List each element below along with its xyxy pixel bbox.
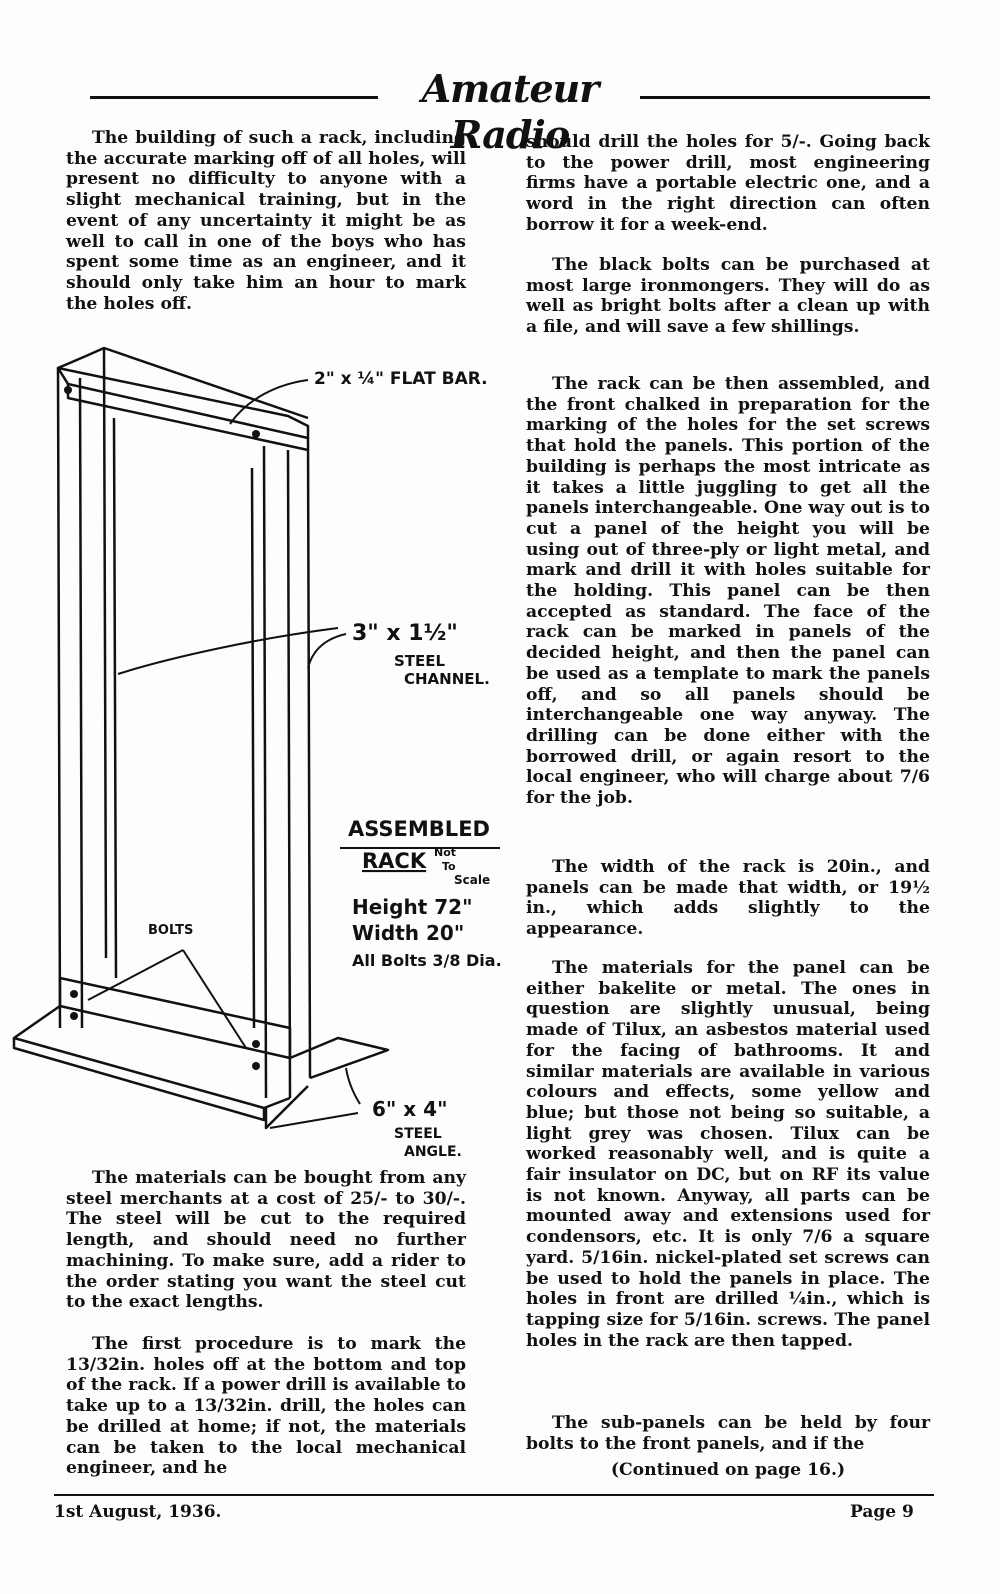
rack-frame [14, 348, 388, 1128]
label-to: To [442, 860, 456, 873]
label-scale: Scale [454, 873, 491, 887]
magazine-title: Amateur Radio [421, 66, 599, 157]
label-not: Not [434, 846, 457, 859]
right-paragraph-4: The width of the rack is 20in., and panels can be made that width, or 19½ in., which adds slightly to the appearance. [526, 857, 930, 940]
label-width: Width 20" [352, 921, 465, 945]
issue-date: 1st August, 1936. [54, 1502, 222, 1522]
label-channel-size: 3" x 1½" [352, 621, 458, 646]
right-paragraph-6: The sub-panels can be held by four bolts to the front panels, and if the [526, 1413, 930, 1454]
right-paragraph-1: should drill the holes for 5/-. Going back to the power drill, most engineering firms have a portable electric one, and a word in the right direction can often borrow it for a week-end. [526, 132, 930, 235]
masthead-rule-left [90, 96, 378, 99]
label-height: Height 72" [352, 895, 473, 919]
footer-rule [54, 1494, 934, 1496]
rack-drawing [8, 338, 518, 1168]
label-assembled: ASSEMBLED [348, 817, 490, 841]
rack-bolts [64, 386, 260, 1070]
label-channel-steel: STEEL [394, 652, 446, 670]
label-channel-name: CHANNEL. [404, 670, 490, 688]
right-paragraph-2: The black bolts can be purchased at most large ironmongers. They will do as well as bright bolts after a clean up with a file, and will save a few shillings. [526, 255, 930, 338]
label-rack: RACK [362, 849, 427, 873]
masthead-rule-right [640, 96, 930, 99]
label-flat-bar: 2" x ¼" FLAT BAR. [314, 369, 488, 389]
continued-note: (Continued on page 16.) [610, 1460, 846, 1480]
label-angle-name: ANGLE. [404, 1144, 462, 1160]
rack-illustration [8, 338, 518, 1168]
right-paragraph-5: The materials for the panel can be either bakelite or metal. The ones in question are slightly unusual, being made of Tilux, an asbestos material used for the facing of bathrooms. It and similar materials are available in various colours and effects, some yellow and blue; but those not being so suitable, a light grey was chosen. Tilux can be worked reasonably well, and is quite a fair insulator on DC, but on RF its value is not known. Anyway, all parts can be mounted away and extensions used for condensors, etc. It is only 7/6 a square yard. 5/16in. nickel-plated set screws can be used to hold the panels in place. The holes in front are drilled ¼in., which is tapping size for 5/16in. screws. The panel holes in the rack are then tapped. [526, 958, 930, 1351]
label-bolts-diameter: All Bolts 3/8 Dia. [352, 951, 502, 970]
left-paragraph-2: The materials can be bought from any steel merchants at a cost of 25/- to 30/-. The steel will be cut to the required length, and should need no further machining. To make sure, add a rider to the order stating you want the steel cut to the exact lengths. [66, 1168, 466, 1313]
leader-lines [88, 380, 500, 1128]
label-angle-size: 6" x 4" [372, 1097, 448, 1121]
right-paragraph-3: The rack can be then assembled, and the front chalked in preparation for the marking of the holes for the set screws that hold the panels. This portion of the building is perhaps the most intricate as it takes a little juggling to get all the panels interchangeable. One way out is to cut a panel of the height you will be using out of three-ply or light metal, and mark and drill it with holes suitable for the holding. This panel can be then accepted as standard. The face of the rack can be marked in panels of the decided height, and then the panel can be used as a template to mark the panels off, and so all panels should be interchangeable one way anyway. The drilling can be done either with the borrowed drill, or again resort to the local engineer, who will charge about 7/6 for the job. [526, 374, 930, 809]
masthead [90, 66, 930, 157]
left-paragraph-1: The building of such a rack, including the accurate marking off of all holes, will present no difficulty to anyone with a slight mechanical training, but in the event of any uncertainty it might be as well to call in one of the boys who has spent some time as an engineer, and it should only take him an hour to mark the holes off. [66, 128, 466, 314]
left-paragraph-3: The first procedure is to mark the 13/32in. holes off at the bottom and top of the rack. If a power drill is available to take up to a 13/32in. drill, the holes can be drilled at home; if not, the materials can be taken to the local mechanical engineer, and he [66, 1334, 466, 1479]
label-angle-steel: STEEL [394, 1126, 442, 1142]
label-bolts: BOLTS [148, 923, 194, 938]
page-number: Page 9 [850, 1502, 914, 1522]
